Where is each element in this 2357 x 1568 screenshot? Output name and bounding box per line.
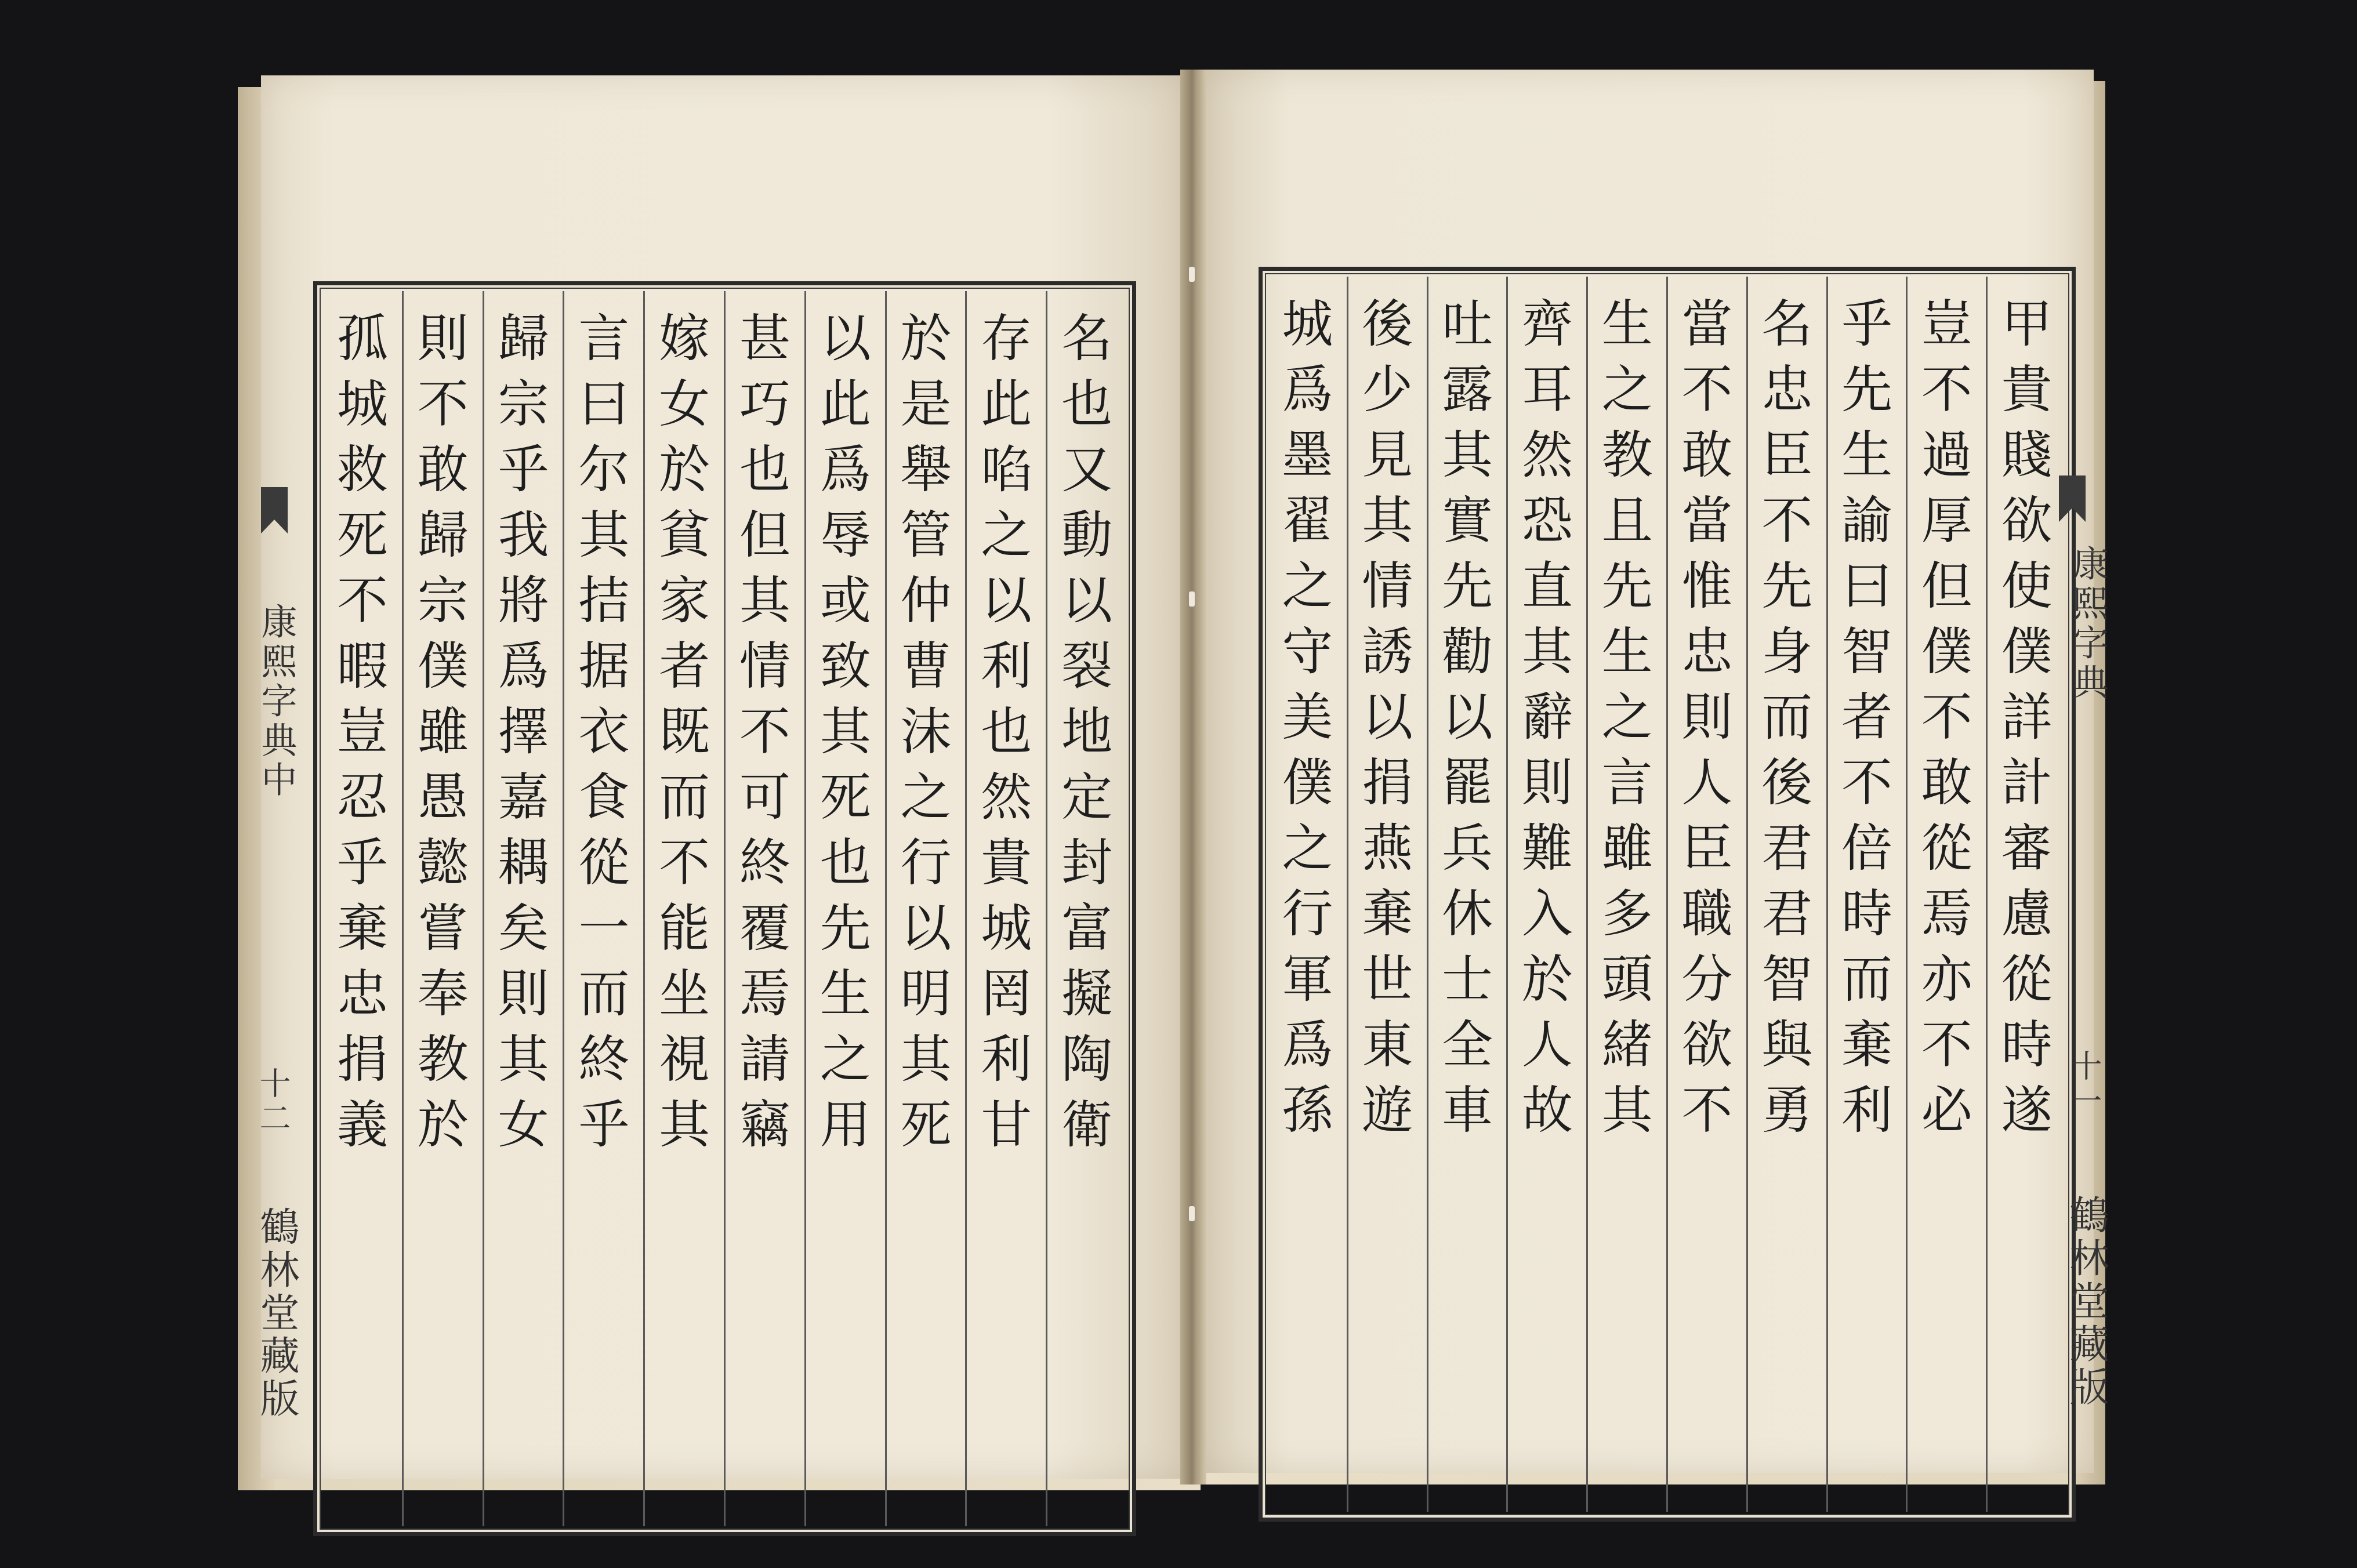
text-character: 曰: [1841, 556, 1893, 616]
text-column: [965, 291, 1046, 1526]
text-character: 燕: [1362, 818, 1413, 878]
right-margin-folio: 十一: [2066, 1050, 2102, 1119]
text-character: 仲: [900, 571, 952, 630]
left-margin-press: 鶴林堂藏版: [253, 1206, 299, 1421]
text-character: 辱: [819, 505, 871, 565]
text-character: 棄: [1841, 1015, 1893, 1075]
text-character: 之: [1601, 687, 1653, 747]
text-character: 翟: [1282, 491, 1333, 550]
text-character: 宗: [417, 571, 469, 630]
text-character: 擬: [1061, 964, 1113, 1023]
text-character: 啗: [981, 440, 1032, 499]
text-character: 也: [739, 440, 790, 499]
text-character: 捐: [1362, 753, 1413, 812]
text-character: 之: [819, 1029, 871, 1089]
text-character: 棄: [336, 898, 388, 958]
text-character: 辭: [1521, 687, 1573, 747]
text-character: 愚: [417, 767, 469, 827]
text-character: 豈: [336, 702, 388, 761]
text-character: 但: [1921, 556, 1972, 616]
text-character: 宗: [498, 374, 549, 434]
text-character: 則: [498, 964, 549, 1023]
text-character: 不: [1681, 1080, 1733, 1140]
text-character: 欲: [1681, 1015, 1733, 1075]
text-character: 一: [578, 898, 630, 958]
text-character: 也: [819, 833, 871, 892]
text-character: 城: [336, 374, 388, 434]
text-character: 之: [1601, 360, 1653, 419]
text-character: 其: [1601, 1080, 1653, 1140]
text-character: 以: [981, 571, 1032, 630]
right-page: [1201, 70, 2094, 1473]
left-margin-folio: 十二: [255, 1067, 291, 1137]
text-character: 則: [417, 308, 469, 368]
text-column: [1506, 277, 1586, 1512]
text-column: [1906, 277, 1986, 1512]
text-character: 惟: [1681, 556, 1733, 616]
text-character: 坐: [659, 964, 710, 1023]
text-character: 先: [1601, 556, 1653, 616]
text-character: 陶: [1061, 1029, 1113, 1089]
left-page: [261, 75, 1186, 1479]
right-margin-title: 康熙字典: [2066, 545, 2109, 703]
text-character: 墨: [1282, 425, 1333, 485]
text-character: 從: [2001, 949, 2053, 1009]
text-character: 甲: [2001, 294, 2053, 354]
text-character: 焉: [739, 964, 790, 1023]
text-character: 審: [2001, 818, 2053, 878]
text-character: 僕: [417, 636, 469, 696]
text-character: 難: [1521, 818, 1573, 878]
text-character: 言: [1601, 753, 1653, 812]
text-character: 當: [1681, 491, 1733, 550]
text-character: 當: [1681, 294, 1733, 354]
text-character: 其: [819, 702, 871, 761]
text-character: 將: [498, 571, 549, 630]
text-character: 計: [2001, 753, 2053, 812]
text-character: 拮: [578, 571, 630, 630]
text-character: 之: [1282, 556, 1333, 616]
text-character: 齊: [1521, 294, 1573, 354]
text-character: 從: [1921, 818, 1972, 878]
text-character: 不: [1921, 1015, 1972, 1075]
text-character: 於: [659, 440, 710, 499]
text-character: 其: [1362, 491, 1413, 550]
text-character: 棄: [1362, 884, 1413, 943]
text-character: 存: [981, 308, 1032, 368]
text-character: 歸: [417, 505, 469, 565]
text-character: 死: [336, 505, 388, 565]
text-character: 其: [659, 1095, 710, 1155]
text-character: 食: [578, 767, 630, 827]
text-character: 則: [1521, 753, 1573, 812]
text-character: 於: [900, 308, 952, 368]
text-character: 時: [1841, 884, 1893, 943]
text-character: 尔: [578, 440, 630, 499]
text-character: 敢: [1681, 425, 1733, 485]
text-character: 生: [1601, 622, 1653, 681]
text-character: 誘: [1362, 622, 1413, 681]
text-character: 城: [981, 898, 1032, 958]
text-character: 詳: [2001, 687, 2053, 747]
text-character: 据: [578, 636, 630, 696]
text-character: 智: [1761, 949, 1813, 1009]
text-character: 車: [1442, 1080, 1493, 1140]
text-character: 能: [659, 898, 710, 958]
text-character: 懿: [417, 833, 469, 892]
text-character: 而: [1761, 687, 1813, 747]
text-character: 先: [1841, 360, 1893, 419]
text-character: 裂: [1061, 636, 1113, 696]
text-column: [1347, 277, 1427, 1512]
text-character: 不: [336, 571, 388, 630]
text-character: 且: [1601, 491, 1653, 550]
binding-stitch: [1189, 591, 1195, 607]
text-character: 休: [1442, 884, 1493, 943]
text-character: 嘉: [498, 767, 549, 827]
text-character: 定: [1061, 767, 1113, 827]
text-character: 貴: [981, 833, 1032, 892]
text-character: 君: [1761, 884, 1813, 943]
text-character: 矣: [498, 898, 549, 958]
text-character: 東: [1362, 1015, 1413, 1075]
text-character: 以: [1362, 687, 1413, 747]
text-column: [323, 291, 402, 1526]
text-character: 兵: [1442, 818, 1493, 878]
text-character: 爲: [1282, 1015, 1333, 1075]
text-character: 名: [1061, 308, 1113, 368]
text-character: 後: [1761, 753, 1813, 812]
text-character: 過: [1921, 425, 1972, 485]
text-character: 死: [900, 1095, 952, 1155]
text-character: 曹: [900, 636, 952, 696]
text-character: 也: [981, 702, 1032, 761]
text-character: 軍: [1282, 949, 1333, 1009]
text-character: 既: [659, 702, 710, 761]
text-column: [1666, 277, 1746, 1512]
text-character: 敢: [1921, 753, 1972, 812]
text-character: 爲: [498, 636, 549, 696]
text-character: 欲: [2001, 491, 2053, 550]
text-character: 從: [578, 833, 630, 892]
text-character: 之: [981, 505, 1032, 565]
text-character: 然: [1521, 425, 1573, 485]
text-character: 多: [1601, 884, 1653, 943]
text-character: 吐: [1442, 294, 1493, 354]
text-character: 終: [739, 833, 790, 892]
text-character: 遂: [2001, 1080, 2053, 1140]
text-character: 救: [336, 440, 388, 499]
text-character: 時: [2001, 1015, 2053, 1075]
text-character: 直: [1521, 556, 1573, 616]
binding-stitch: [1189, 1206, 1195, 1221]
text-character: 然: [981, 767, 1032, 827]
text-character: 富: [1061, 898, 1113, 958]
right-text-columns: [1268, 277, 2066, 1512]
text-character: 僕: [1282, 753, 1333, 812]
text-character: 不: [1921, 360, 1972, 419]
text-character: 倍: [1841, 818, 1893, 878]
text-character: 舉: [900, 440, 952, 499]
text-character: 用: [819, 1095, 871, 1155]
left-margin-title: 康熙字典中: [255, 603, 298, 800]
text-character: 名: [1761, 294, 1813, 354]
text-character: 露: [1442, 360, 1493, 419]
text-character: 封: [1061, 833, 1113, 892]
text-character: 忠: [1761, 360, 1813, 419]
text-character: 曰: [578, 374, 630, 434]
text-character: 我: [498, 505, 549, 565]
text-character: 生: [1601, 294, 1653, 354]
text-character: 又: [1061, 440, 1113, 499]
text-character: 之: [1282, 818, 1333, 878]
text-character: 甚: [739, 308, 790, 368]
text-character: 者: [659, 636, 710, 696]
text-column: [804, 291, 885, 1526]
text-character: 生: [1841, 425, 1893, 485]
text-character: 不: [1921, 687, 1972, 747]
text-character: 忠: [336, 964, 388, 1023]
text-character: 其: [739, 571, 790, 630]
text-character: 情: [1362, 556, 1413, 616]
text-character: 捐: [336, 1029, 388, 1089]
text-character: 其: [1442, 425, 1493, 485]
text-character: 人: [1681, 753, 1733, 812]
right-margin-press: 鶴林堂藏版: [2063, 1195, 2109, 1409]
text-character: 先: [1761, 556, 1813, 616]
text-character: 其: [498, 1029, 549, 1089]
text-column: [724, 291, 804, 1526]
text-character: 忍: [336, 767, 388, 827]
text-character: 身: [1761, 622, 1813, 681]
text-character: 故: [1521, 1080, 1573, 1140]
open-book: [238, 70, 2109, 1513]
text-character: 勇: [1761, 1080, 1813, 1140]
text-character: 罷: [1442, 753, 1493, 812]
text-character: 孤: [336, 308, 388, 368]
text-character: 罔: [981, 964, 1032, 1023]
text-character: 遊: [1362, 1080, 1413, 1140]
text-character: 貧: [659, 505, 710, 565]
text-character: 雖: [1601, 818, 1653, 878]
text-character: 僕: [2001, 622, 2053, 681]
text-character: 而: [1841, 949, 1893, 1009]
text-character: 此: [981, 374, 1032, 434]
text-character: 頭: [1601, 949, 1653, 1009]
text-character: 奉: [417, 964, 469, 1023]
text-character: 乎: [578, 1095, 630, 1155]
text-character: 僕: [1921, 622, 1972, 681]
text-character: 言: [578, 308, 630, 368]
text-character: 而: [659, 767, 710, 827]
text-character: 孫: [1282, 1080, 1333, 1140]
text-column: [483, 291, 563, 1526]
text-character: 女: [659, 374, 710, 434]
text-character: 與: [1761, 1015, 1813, 1075]
text-character: 衣: [578, 702, 630, 761]
text-character: 亦: [1921, 949, 1972, 1009]
text-character: 其: [1521, 622, 1573, 681]
text-character: 耦: [498, 833, 549, 892]
text-character: 諭: [1841, 491, 1893, 550]
text-character: 不: [1761, 491, 1813, 550]
text-character: 視: [659, 1029, 710, 1089]
text-character: 敢: [417, 440, 469, 499]
text-character: 於: [417, 1095, 469, 1155]
text-character: 利: [1841, 1080, 1893, 1140]
text-character: 緒: [1601, 1015, 1653, 1075]
text-character: 是: [900, 374, 952, 434]
text-character: 不: [1681, 360, 1733, 419]
text-character: 地: [1061, 702, 1113, 761]
text-character: 利: [981, 636, 1032, 696]
text-character: 而: [578, 964, 630, 1023]
text-character: 以: [1061, 571, 1113, 630]
text-character: 暇: [336, 636, 388, 696]
text-character: 守: [1282, 622, 1333, 681]
text-column: [402, 291, 483, 1526]
text-character: 可: [739, 767, 790, 827]
text-character: 也: [1061, 374, 1113, 434]
text-character: 職: [1681, 884, 1733, 943]
text-character: 忠: [1681, 622, 1733, 681]
text-column: [1986, 277, 2066, 1512]
text-character: 或: [819, 571, 871, 630]
text-character: 人: [1521, 1015, 1573, 1075]
text-character: 利: [981, 1029, 1032, 1089]
text-character: 之: [900, 767, 952, 827]
text-character: 豈: [1921, 294, 1972, 354]
text-character: 智: [1841, 622, 1893, 681]
text-character: 不: [417, 374, 469, 434]
left-text-columns: [323, 291, 1126, 1526]
text-character: 臣: [1761, 425, 1813, 485]
text-character: 歸: [498, 308, 549, 368]
text-character: 請: [739, 1029, 790, 1089]
text-character: 乎: [336, 833, 388, 892]
text-character: 女: [498, 1095, 549, 1155]
text-character: 家: [659, 571, 710, 630]
text-character: 乎: [498, 440, 549, 499]
text-character: 但: [739, 505, 790, 565]
text-character: 沫: [900, 702, 952, 761]
text-character: 慮: [2001, 884, 2053, 943]
text-character: 生: [819, 964, 871, 1023]
text-character: 死: [819, 767, 871, 827]
text-character: 士: [1442, 949, 1493, 1009]
text-character: 嫁: [659, 308, 710, 368]
text-character: 者: [1841, 687, 1893, 747]
text-character: 於: [1521, 949, 1573, 1009]
text-character: 此: [819, 374, 871, 434]
left-text-frame: [313, 281, 1136, 1536]
text-character: 行: [1282, 884, 1333, 943]
text-character: 後: [1362, 294, 1413, 354]
text-column: [1826, 277, 1906, 1512]
text-character: 覆: [739, 898, 790, 958]
text-character: 不: [1841, 753, 1893, 812]
text-character: 使: [2001, 556, 2053, 616]
text-character: 賤: [2001, 425, 2053, 485]
text-character: 必: [1921, 1080, 1972, 1140]
book-gutter: [1180, 70, 1206, 1484]
text-character: 明: [900, 964, 952, 1023]
text-character: 其: [578, 505, 630, 565]
text-column: [643, 291, 724, 1526]
text-character: 貴: [2001, 360, 2053, 419]
text-character: 巧: [739, 374, 790, 434]
text-character: 君: [1761, 818, 1813, 878]
text-character: 乎: [1841, 294, 1893, 354]
text-character: 美: [1282, 687, 1333, 747]
text-character: 先: [819, 898, 871, 958]
text-character: 情: [739, 636, 790, 696]
text-character: 行: [900, 833, 952, 892]
text-character: 嘗: [417, 898, 469, 958]
text-character: 先: [1442, 556, 1493, 616]
text-character: 教: [417, 1029, 469, 1089]
text-character: 全: [1442, 1015, 1493, 1075]
text-column: [563, 291, 643, 1526]
text-column: [1427, 277, 1507, 1512]
text-character: 終: [578, 1029, 630, 1089]
text-character: 世: [1362, 949, 1413, 1009]
text-character: 焉: [1921, 884, 1972, 943]
text-character: 見: [1362, 425, 1413, 485]
text-character: 管: [900, 505, 952, 565]
text-character: 義: [336, 1095, 388, 1155]
binding-stitch: [1189, 267, 1195, 282]
text-character: 實: [1442, 491, 1493, 550]
text-character: 不: [739, 702, 790, 761]
text-character: 少: [1362, 360, 1413, 419]
text-character: 分: [1681, 949, 1733, 1009]
text-character: 則: [1681, 687, 1733, 747]
text-character: 衛: [1061, 1095, 1113, 1155]
text-character: 致: [819, 636, 871, 696]
text-character: 以: [819, 308, 871, 368]
text-character: 擇: [498, 702, 549, 761]
text-column: [1046, 291, 1126, 1526]
text-character: 爲: [819, 440, 871, 499]
text-character: 教: [1601, 425, 1653, 485]
text-column: [1746, 277, 1826, 1512]
text-column: [1586, 277, 1666, 1512]
text-character: 臣: [1681, 818, 1733, 878]
text-character: 以: [900, 898, 952, 958]
text-character: 以: [1442, 687, 1493, 747]
text-character: 其: [900, 1029, 952, 1089]
text-character: 爲: [1282, 360, 1333, 419]
text-character: 入: [1521, 884, 1573, 943]
text-character: 恐: [1521, 491, 1573, 550]
text-character: 雖: [417, 702, 469, 761]
text-character: 厚: [1921, 491, 1972, 550]
text-character: 甘: [981, 1095, 1032, 1155]
text-column: [1268, 277, 1347, 1512]
text-character: 勸: [1442, 622, 1493, 681]
text-character: 耳: [1521, 360, 1573, 419]
text-character: 城: [1282, 294, 1333, 354]
text-column: [885, 291, 966, 1526]
right-text-frame: [1259, 267, 2076, 1522]
text-character: 不: [659, 833, 710, 892]
text-character: 竊: [739, 1095, 790, 1155]
text-character: 動: [1061, 505, 1113, 565]
